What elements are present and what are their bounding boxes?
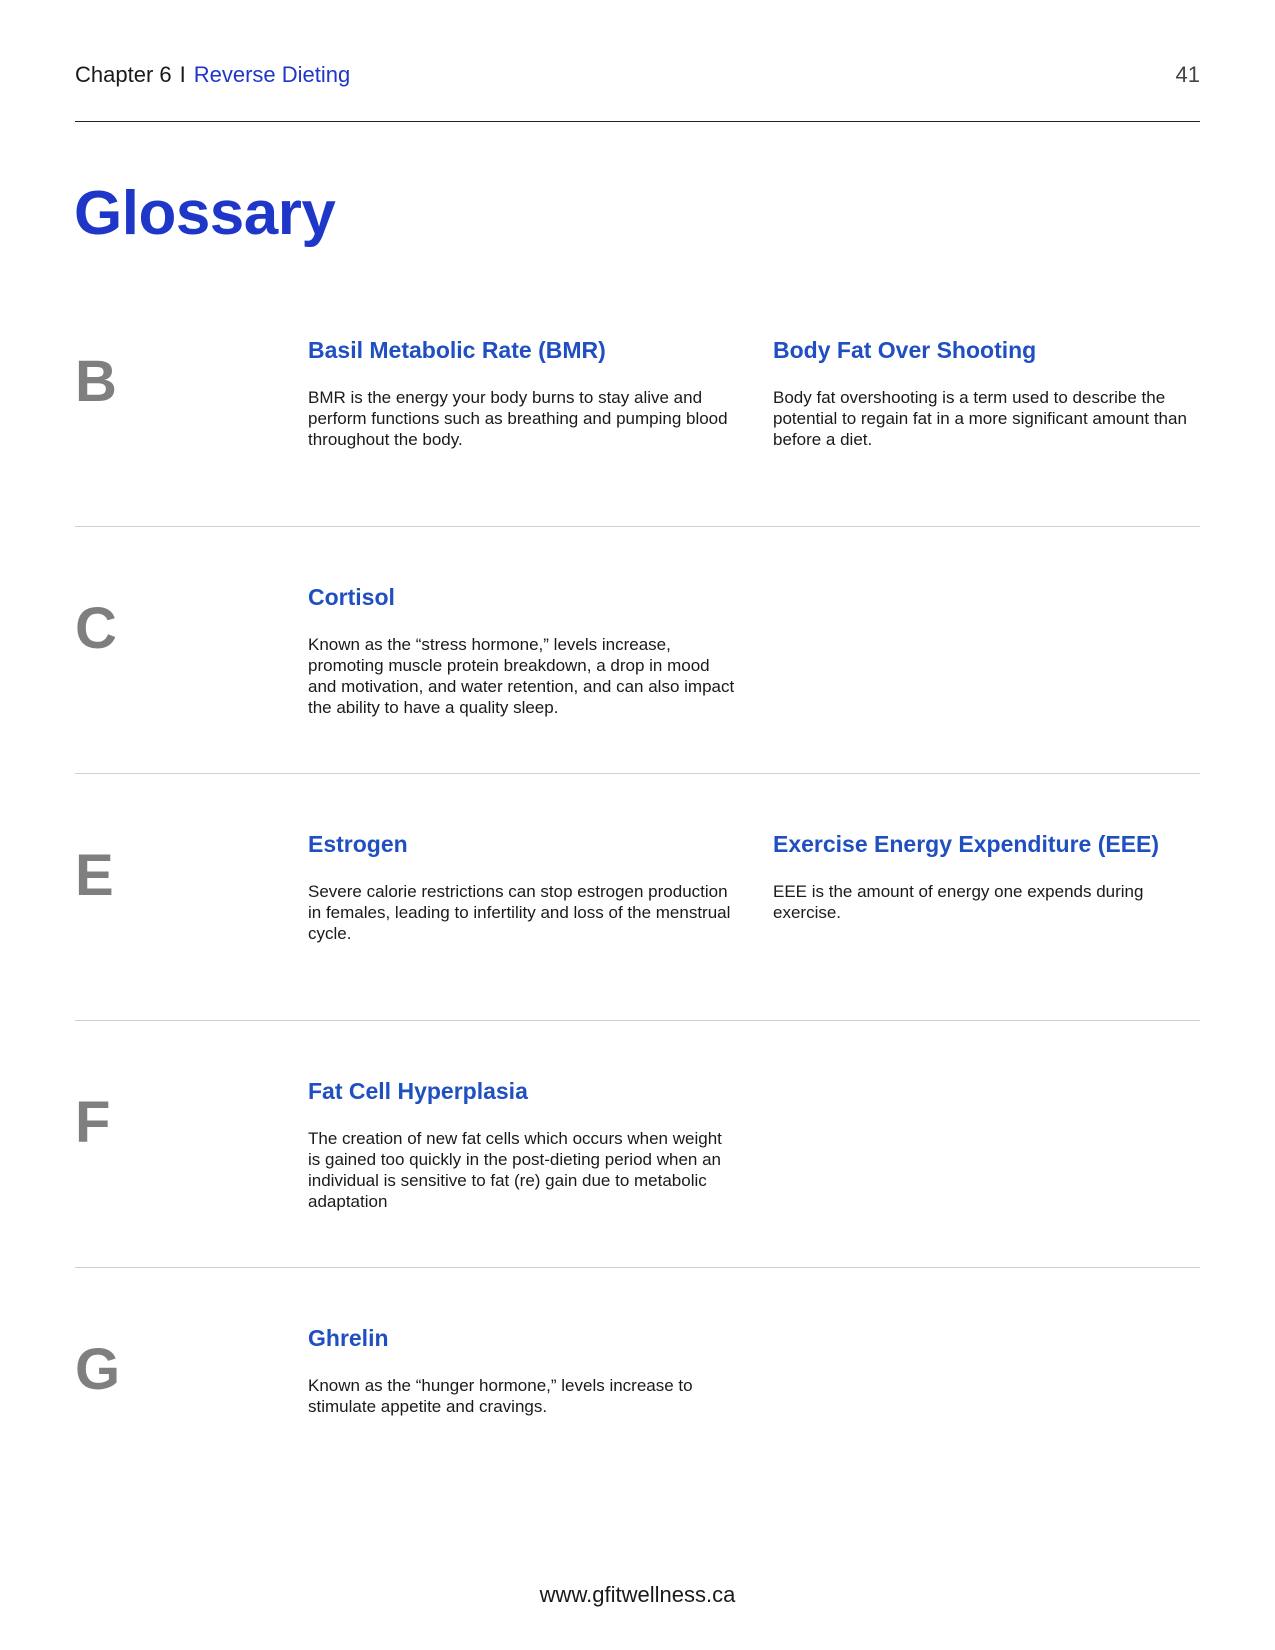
section-letter: B [75, 349, 117, 414]
page-header [75, 62, 1200, 92]
term-title: Exercise Energy Expenditure (EEE) [773, 831, 1160, 857]
page-number: 41 [1175, 62, 1200, 87]
glossary-term [773, 335, 1203, 450]
header-divider [75, 121, 1200, 122]
term-description: EEE is the amount of energy one expends during exercise. [773, 882, 1144, 922]
term-description: Severe calorie restrictions can stop estrogen production in females, leading to infertility and loss of the menstrual cycle. [308, 882, 731, 943]
breadcrumb-separator: I [179, 62, 186, 87]
term-description: Known as the “hunger hormone,” levels increase to stimulate appetite and cravings. [308, 1376, 693, 1416]
section-letter: E [75, 843, 114, 908]
section-letter: C [75, 596, 117, 661]
section-divider [75, 1020, 1200, 1021]
term-title: Fat Cell Hyperplasia [308, 1078, 528, 1104]
glossary-term [308, 829, 738, 944]
term-title: Ghrelin [308, 1325, 389, 1351]
page-title: Glossary [74, 179, 336, 248]
section-letter: F [75, 1090, 111, 1155]
section-divider [75, 526, 1200, 527]
glossary-term [308, 582, 738, 718]
term-description: The creation of new fat cells which occurs when weight is gained too quickly in the post-dieting period when an individual is sensitive to fat (re) gain due to metabolic adaptation [308, 1129, 722, 1211]
glossary-term [773, 829, 1203, 923]
term-title: Estrogen [308, 831, 408, 857]
term-description: Body fat overshooting is a term used to describe the potential to regain fat in a more significant amount than before a diet. [773, 388, 1187, 449]
section-divider [75, 773, 1200, 774]
term-title: Basil Metabolic Rate (BMR) [308, 337, 606, 363]
glossary-term [308, 1323, 738, 1417]
term-description: Known as the “stress hormone,” levels increase, promoting muscle protein breakdown, a drop in mood and motivation, and water retention, and can also impact the ability to have a quality sleep. [308, 635, 735, 717]
term-title: Cortisol [308, 584, 395, 610]
chapter-breadcrumb [75, 62, 350, 88]
term-description: BMR is the energy your body burns to stay alive and perform functions such as breathing and pumping blood throughout the body. [308, 388, 728, 449]
term-title: Body Fat Over Shooting [773, 337, 1037, 363]
glossary-term [308, 335, 738, 450]
section-divider [75, 1267, 1200, 1268]
section-letter: G [75, 1337, 121, 1402]
chapter-label: Chapter 6 [75, 62, 172, 87]
glossary-term [308, 1076, 738, 1212]
chapter-title: Reverse Dieting [193, 62, 351, 87]
footer-website: www.gfitwellness.ca [539, 1582, 736, 1607]
